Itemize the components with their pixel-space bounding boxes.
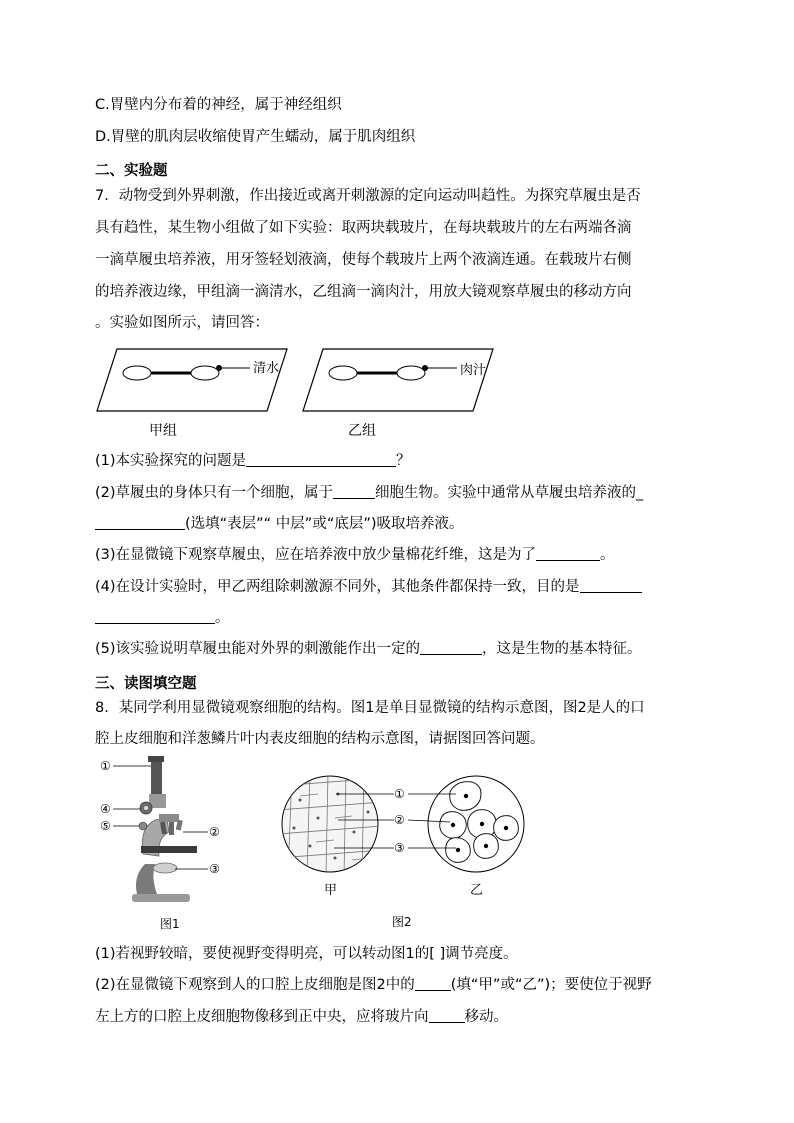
fig2-label-1: ①: [394, 787, 405, 801]
fig2-label-3: ③: [394, 841, 405, 855]
q8-part2: (2)在显微镜下观察到人的口腔上皮细胞是图2中的 (填“甲”或“乙”)；要使位于视野: [95, 977, 652, 993]
fig2-label-onion: 甲: [324, 883, 338, 898]
q7-text-line: 一滴草履虫培养液，用牙签轻划液滴，使每个载玻片上两个液滴连通。在载玻片右侧: [95, 252, 632, 268]
experiment-figure: [95, 343, 515, 443]
q7-text-line: 具有趋性，某生物小组做了如下实验：取两块载玻片，在每块载玻片的左右两端各滴: [95, 220, 632, 236]
answer-blank[interactable]: [429, 1007, 465, 1023]
q7-text-line: 7．动物受到外界刺激，作出接近或离开刺激源的定向运动叫趋性。为探究草履虫是否: [95, 188, 641, 204]
answer-blank[interactable]: [246, 451, 396, 467]
fig1-caption: 图1: [160, 917, 180, 931]
q8-part1: (1)若视野较暗，要使视野变得明亮，可以转动图1的[ ]调节亮度。: [95, 946, 518, 962]
q7-part2: (2)草履虫的身体只有一个细胞，属于 细胞生物。实验中通常从草履虫培养液的_: [95, 485, 644, 501]
q7-part5: (5)该实验说明草履虫能对外界的刺激能作出一定的 ，这是生物的基本特征。: [95, 641, 642, 657]
label-water: 清水: [253, 361, 280, 376]
fig2-label-oral: 乙: [470, 883, 484, 898]
fig1-label-5: ⑤: [100, 819, 111, 833]
slide-group-a: [97, 349, 287, 439]
section-heading-experiment: 二、实验题: [95, 163, 168, 179]
caption-group-a: 甲组: [149, 423, 177, 439]
answer-blank[interactable]: [536, 545, 600, 561]
figure2-cells: [280, 772, 540, 932]
fig2-label-2: ②: [394, 813, 405, 827]
q7-text-line: 。实验如图所示，请回答：: [95, 315, 269, 331]
label-juice: 肉汁: [460, 363, 487, 378]
q8-part2-cont: 左上方的口腔上皮细胞物像移到正中央，应将玻片向 移动。: [95, 1009, 508, 1025]
caption-group-b: 乙组: [348, 423, 376, 439]
figure1-microscope: [95, 756, 235, 936]
q7-part4-cont: 。: [95, 608, 230, 628]
oral-epithelial-cells: [428, 776, 524, 872]
onion-epidermis-cells: [280, 772, 382, 876]
answer-blank[interactable]: [580, 577, 642, 593]
q7-text-line: 的培养液边缘，甲组滴一滴清水，乙组滴一滴肉汁，用放大镜观察草履虫的移动方向: [95, 284, 632, 300]
option-d: D.胃壁的肌肉层收缩使胃产生蠕动，属于肌肉组织: [95, 129, 416, 145]
answer-blank[interactable]: [420, 639, 482, 655]
answer-blank[interactable]: [95, 514, 185, 530]
answer-blank[interactable]: [333, 483, 375, 499]
section-heading-reading: 三、读图填空题: [95, 676, 197, 692]
q7-part1: (1)本实验探究的问题是 ？: [95, 453, 411, 469]
fig1-label-3: ③: [209, 862, 220, 876]
q7-part4: (4)在设计实验时，甲乙两组除刺激源不同外，其他条件都保持一致，目的是: [95, 577, 642, 597]
answer-blank[interactable]: [95, 608, 215, 624]
option-c: C.胃壁内分布着的神经，属于神经组织: [95, 97, 342, 113]
q7-part3: (3)在显微镜下观察草履虫，应在培养液中放少量棉花纤维，这是为了 。: [95, 547, 615, 563]
q8-text-line: 8．某同学利用显微镜观察细胞的结构。图1是单目显微镜的结构示意图，图2是人的口: [95, 700, 645, 716]
q8-text-line: 腔上皮细胞和洋葱鳞片叶内表皮细胞的结构示意图，请据图回答问题。: [95, 731, 545, 747]
q7-part2-cont: (选填“表层”“ 中层”或“底层”)吸取培养液。: [95, 514, 464, 534]
slide-group-b: [303, 349, 493, 439]
answer-blank[interactable]: [415, 975, 451, 991]
fig1-label-2: ②: [209, 825, 220, 839]
fig2-caption: 图2: [392, 915, 412, 929]
fig1-label-4: ④: [100, 802, 111, 816]
fig1-label-1: ①: [100, 759, 111, 773]
